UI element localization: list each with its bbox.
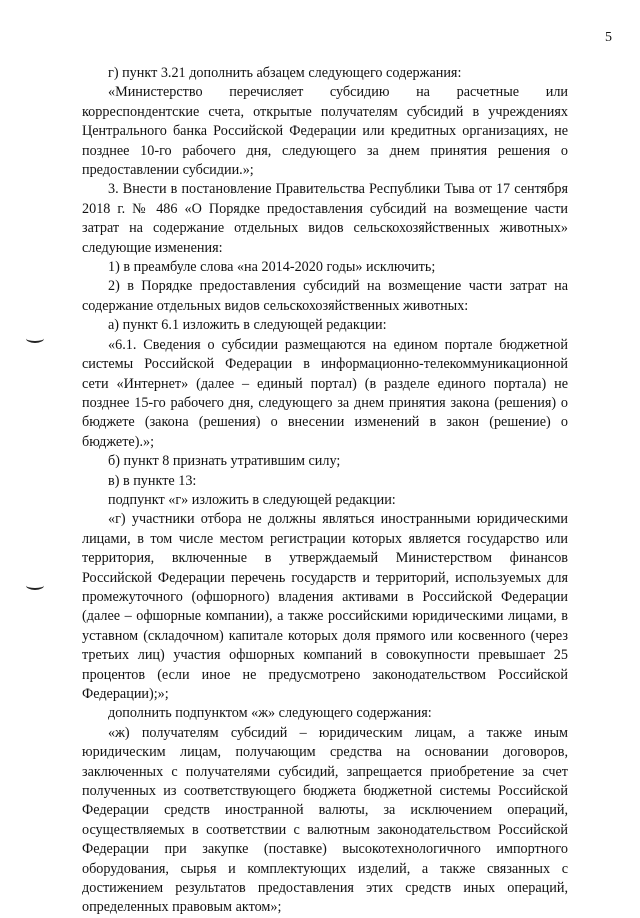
paragraph: «г) участники отбора не должны являться иностранными юридическими лицами, в том числе местом регистрации которых является государство или территория, включенные в утверждаемый Министерством финансов Российской Федерации перечень государств и территорий, используемых для промежуточного (офшорного) владения активами в Российской Федерации (далее – офшорные компании), а также российскими юридическими лицами, в уставном (складочном) капитале которых доля прямого или косвенного (через третьих лиц) участия офшорных компаний в совокупности превышает 25 процентов (если иное не предусмотрено законодательством Российской Федерации);»; [82,511,568,702]
margin-mark [26,334,44,343]
paragraph: б) пункт 8 признать утратившим силу; [108,453,341,470]
paragraph: «ж) получателям субсидий – юридическим лицам, а также иным юридическим лицам, получающим средства на основании договоров, заключенных с получателями субсидий, запрещается приобретение за счет полученных из соответствующего бюджета бюджетной системы Российской Федерации средств иностранной валюты, за исключением операций, осуществляемых в соответствии с валютным законодательством Российской Федерации при закупке (поставке) высокотехнологичного импортного оборудования, сырья и комплектующих изделий, а также связанных с достижением результатов предоставления этих средств иных операций, определенных правовым актом»; [82,724,568,916]
paragraph: дополнить подпунктом «ж» следующего содержания: [108,705,432,722]
paragraph: 2) в Порядке предоставления субсидий на возмещение части затрат на содержание отдельных видов сельскохозяйственных животных: [82,278,568,314]
page-number: 5 [605,30,612,45]
paragraph: г) пункт 3.21 дополнить абзацем следующего содержания: [108,65,462,81]
paragraph: «Министерство перечисляет субсидию на расчетные или корреспондентские счета, открытые получателям субсидий в учреждениях Центрального банка Российской Федерации или кредитных организациях, не позднее 10-го рабочего дня, следующего за днем принятия решения о предоставлении субсидии.»; [82,84,568,179]
margin-mark [26,581,44,590]
paragraph: 1) в преамбуле слова «на 2014-2020 годы» исключить; [108,259,436,276]
document-body [82,64,568,918]
paragraph: «6.1. Сведения о субсидии размещаются на едином портале бюджетной системы Российской Федерации в информационно-телекоммуникационной сети «Интернет» (далее – единый портал) (в разделе единого портала) не позднее 15-го рабочего дня, следующего за днем принятия закона (решения) о бюджете (закона (решения) о внесении изменений в закон (решение) о бюджете).»; [82,336,568,450]
paragraph: в) в пункте 13: [108,472,197,489]
paragraph: 3. Внести в постановление Правительства Республики Тыва от 17 сентября 2018 г. № 486 «О Порядке предоставления субсидий на возмещение части затрат на содержание отдельных видов сельскохозяйственных животных» следующие изменения: [82,181,568,256]
paragraph: подпункт «г» изложить в следующей редакции: [108,491,396,508]
paragraph: а) пункт 6.1 изложить в следующей редакции: [108,317,387,334]
